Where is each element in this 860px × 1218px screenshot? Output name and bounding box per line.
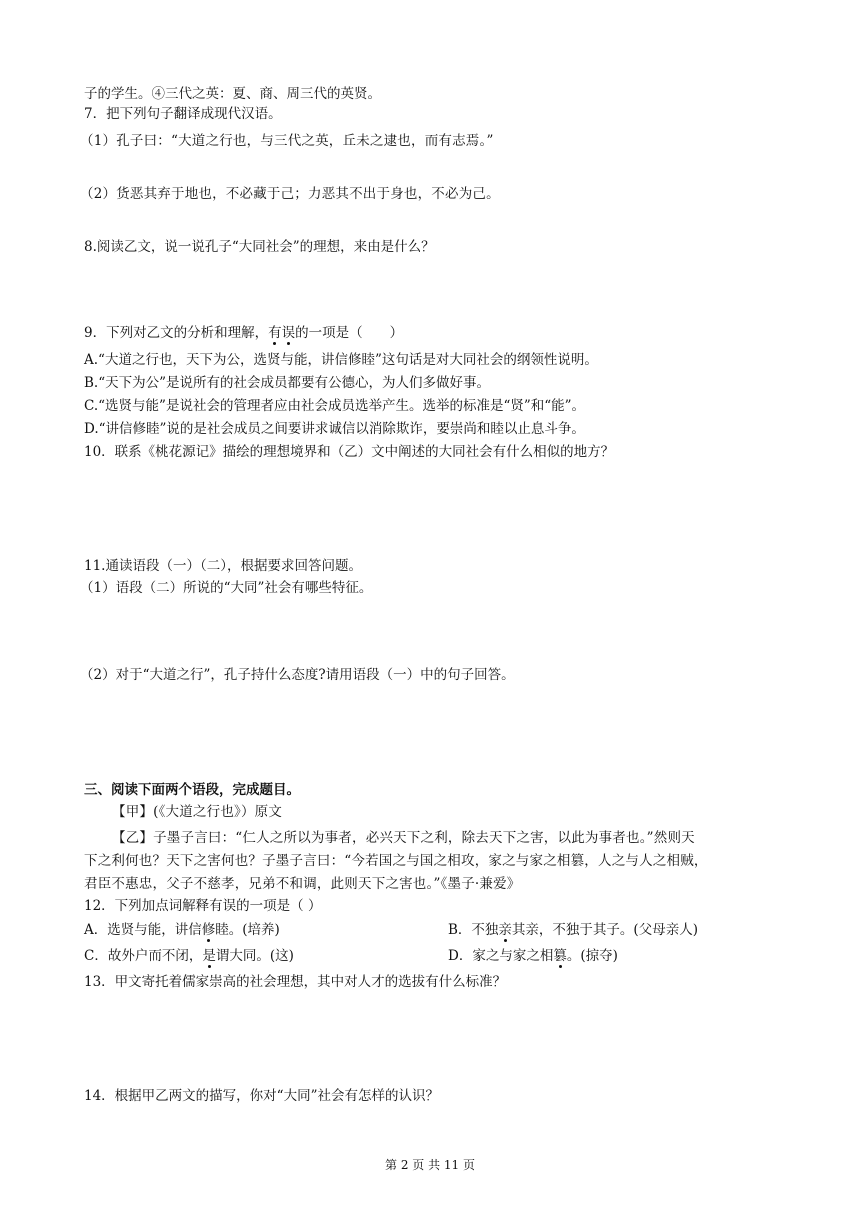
question-8: 8.阅读乙文，说一说孔子“大同社会”的理想，来由是什么？ <box>84 239 435 255</box>
emphasis-dot-char: 有 <box>268 325 282 341</box>
question-13: 13．甲文寄托着儒家崇高的社会理想，其中对人才的选拔有什么标准？ <box>84 974 507 990</box>
question-9-option-d: D.“讲信修睦”说的是社会成员之间要讲求诚信以消除欺诈，要崇尚和睦以止息斗争。 <box>84 421 585 437</box>
passage-yi-line-1: 【乙】子墨子言曰：“仁人之所以为事者，必兴天下之利，除去天下之害，以此为事者也。”然则天 <box>112 830 695 846</box>
emphasis-dot-char: 是 <box>202 948 216 964</box>
question-7-part-1: （1）孔子曰：“大道之行也，与三代之英，丘未之逮也，而有志焉。” <box>80 133 494 149</box>
question-12-option-b: B．不独亲其亲，不独于其子。(父母亲人) <box>448 922 698 938</box>
question-12-option-a: A．选贤与能，讲信修睦。(培养) <box>84 922 280 938</box>
question-12-option-d: D．家之与家之相篡。(掠夺) <box>448 948 618 964</box>
question-7-part-2: （2）货恶其弃于地也，不必藏于己；力恶其不出于身也，不必为己。 <box>80 186 500 202</box>
question-14: 14．根据甲乙两文的描写，你对“大同”社会有怎样的认识？ <box>84 1088 439 1104</box>
question-7: 7．把下列句子翻译成现代汉语。 <box>84 106 282 122</box>
question-12-options-row-1 <box>84 920 844 940</box>
question-11: 11.通读语段（一）（二），根据要求回答问题。 <box>84 558 362 574</box>
question-9-option-b: B.“天下为公”是说所有的社会成员都要有公德心，为人们多做好事。 <box>84 375 491 391</box>
question-12-option-c: C．故外户而不闭，是谓大同。(这) <box>84 948 294 964</box>
question-9-option-c: C.“选贤与能”是说社会的管理者应由社会成员选举产生。选举的标准是“贤”和“能”。 <box>84 398 586 414</box>
question-11-part-1: （1）语段（二）所说的“大同”社会有哪些特征。 <box>80 580 373 596</box>
section-3-heading: 三、阅读下面两个语段，完成题目。 <box>84 782 300 798</box>
question-11-part-2: （2）对于“大道之行”，孔子持什么态度?请用语段（一）中的句子回答。 <box>80 667 515 683</box>
emphasis-dot-char: 亲 <box>498 922 512 938</box>
passage-yi-line-2: 下之利何也？天下之害何也？子墨子言曰：“今若国之与国之相攻，家之与家之相篡，人之与人之相贼， <box>84 853 708 869</box>
question-9 <box>84 323 403 343</box>
question-9-text-a: 9．下列对乙文的分析和理解， <box>84 325 269 341</box>
question-9-text-b: 的一项是（ ） <box>295 325 404 341</box>
emphasis-dot-char: 误 <box>281 325 296 341</box>
question-12-options-row-2 <box>84 946 844 966</box>
emphasis-dot-char: 修 <box>201 922 216 938</box>
passage-jia: 【甲】(《大道之行也》）原文 <box>112 804 283 820</box>
question-9-option-a: A.“大道之行也，天下为公，选贤与能，讲信修睦”这句话是对大同社会的纲领性说明。 <box>84 352 598 368</box>
emphasis-dot-char: 篡 <box>553 948 567 964</box>
question-10: 10．联系《桃花源记》描绘的理想境界和（乙）文中阐述的大同社会有什么相似的地方？ <box>84 444 615 460</box>
page-footer: 第 2 页 共 11 页 <box>385 1158 475 1172</box>
passage-yi-line-3: 君臣不惠忠，父子不慈孝，兄弟不和调，此则天下之害也。”《墨子·兼爱》 <box>84 876 521 892</box>
question-12: 12．下列加点词解释有误的一项是（ ） <box>84 898 322 914</box>
footnote-line: 子的学生。④三代之英：夏、商、周三代的英贤。 <box>84 86 381 102</box>
